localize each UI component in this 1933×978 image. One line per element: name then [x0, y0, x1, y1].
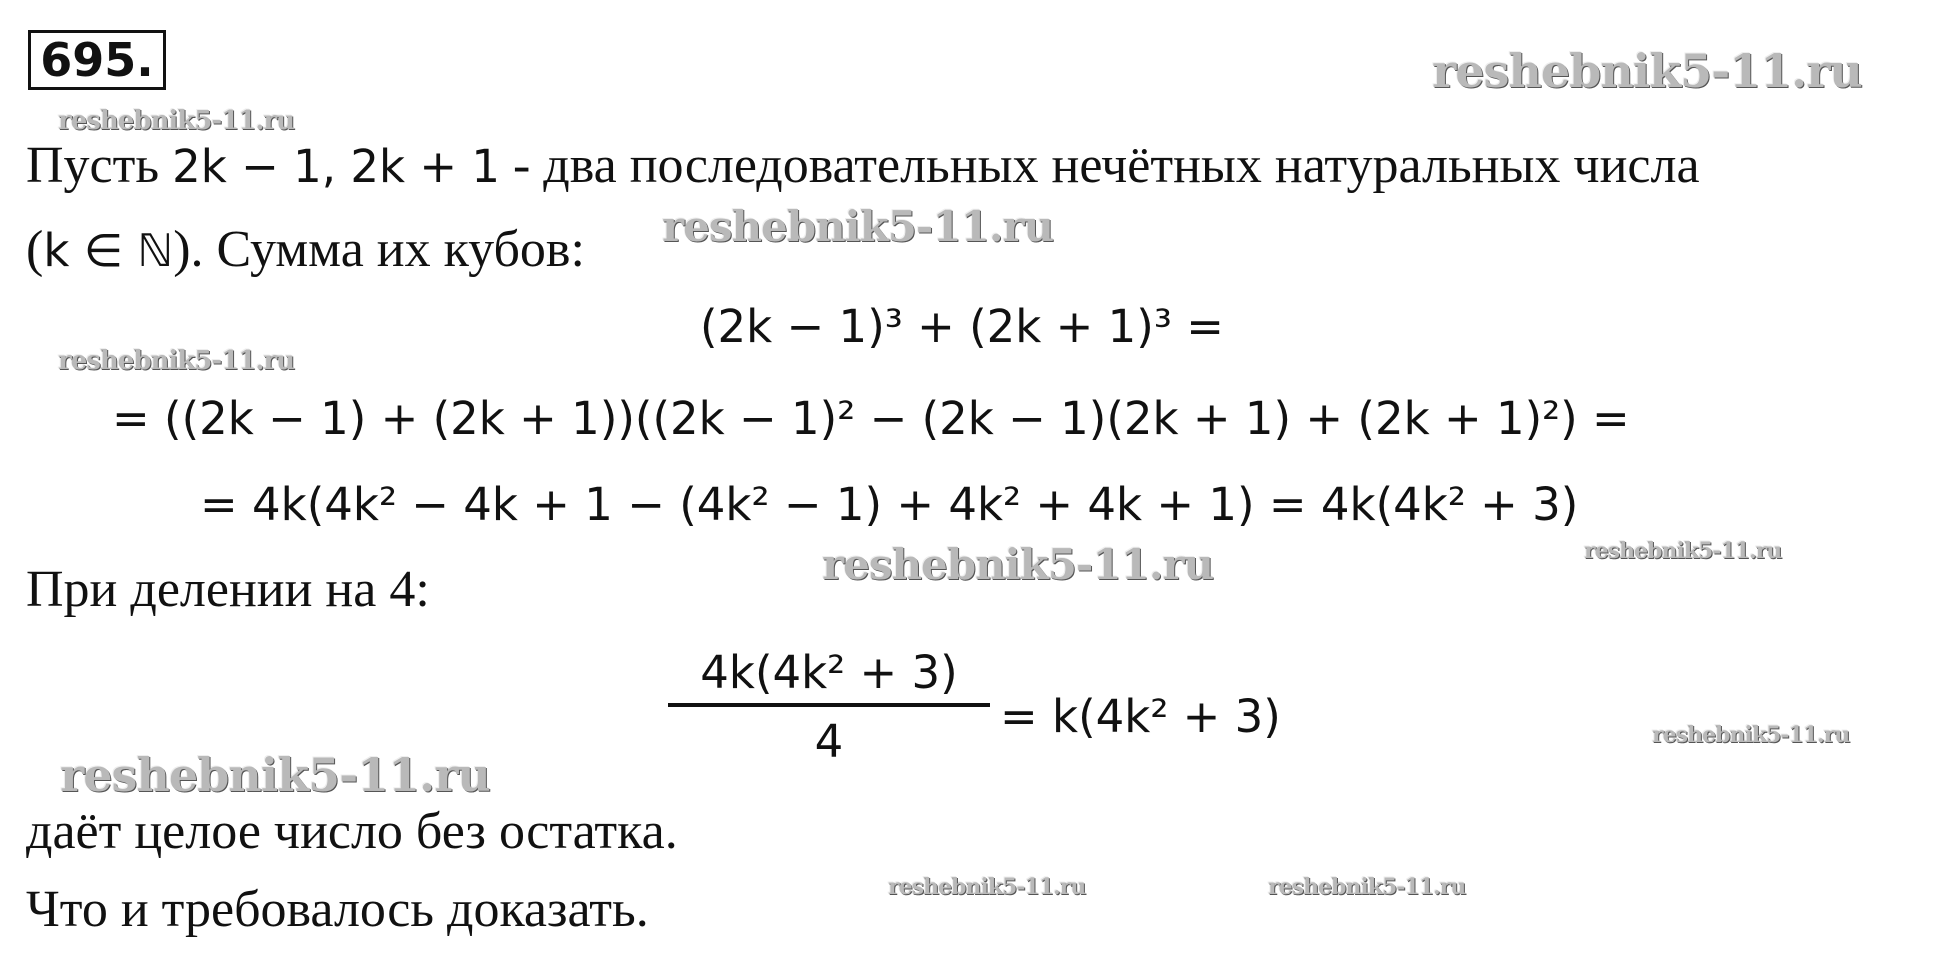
- conclusion-line: Что и требовалось доказать.: [26, 881, 649, 938]
- watermark: reshebnik5-11.ru: [1268, 874, 1466, 900]
- line2-rest: ). Сумма их кубов:: [173, 221, 585, 278]
- text-line-1: [26, 137, 1700, 194]
- result-line: даёт целое число без остатка.: [26, 803, 678, 860]
- watermark: reshebnik5-11.ru: [58, 346, 295, 376]
- watermark: reshebnik5-11.ru: [60, 748, 490, 802]
- watermark: reshebnik5-11.ru: [58, 106, 295, 136]
- division-label: При делении на 4:: [26, 561, 430, 618]
- watermark: reshebnik5-11.ru: [662, 202, 1054, 251]
- problem-number: 695.: [28, 30, 166, 90]
- text-line-2: [26, 221, 585, 278]
- watermark: reshebnik5-11.ru: [1432, 44, 1862, 98]
- line2-open: (: [26, 221, 44, 278]
- fraction-bar: [668, 703, 990, 707]
- watermark: reshebnik5-11.ru: [1652, 722, 1850, 748]
- equation-3: = 4k(4k² − 4k + 1 − (4k² − 1) + 4k² + 4k + 1) = 4k(4k² + 3): [200, 478, 1579, 531]
- watermark: reshebnik5-11.ru: [822, 540, 1214, 589]
- fraction: [668, 646, 990, 768]
- equation-1: (2k − 1)³ + (2k + 1)³ =: [700, 300, 1224, 353]
- fraction-numerator: 4k(4k² + 3): [700, 646, 958, 699]
- watermark: reshebnik5-11.ru: [888, 874, 1086, 900]
- line1-prefix: Пусть: [26, 137, 173, 194]
- fraction-rhs: = k(4k² + 3): [1000, 690, 1281, 743]
- line2-math: k ∈ ℕ: [43, 224, 174, 277]
- line1-suffix: - два последовательных нечётных натуральных числа: [499, 137, 1700, 194]
- fraction-denominator: 4: [814, 715, 844, 768]
- watermark: reshebnik5-11.ru: [1584, 538, 1782, 564]
- equation-2: = ((2k − 1) + (2k + 1))((2k − 1)² − (2k − 1)(2k + 1) + (2k + 1)²) =: [112, 392, 1630, 445]
- line1-math: 2k − 1, 2k + 1: [172, 140, 500, 193]
